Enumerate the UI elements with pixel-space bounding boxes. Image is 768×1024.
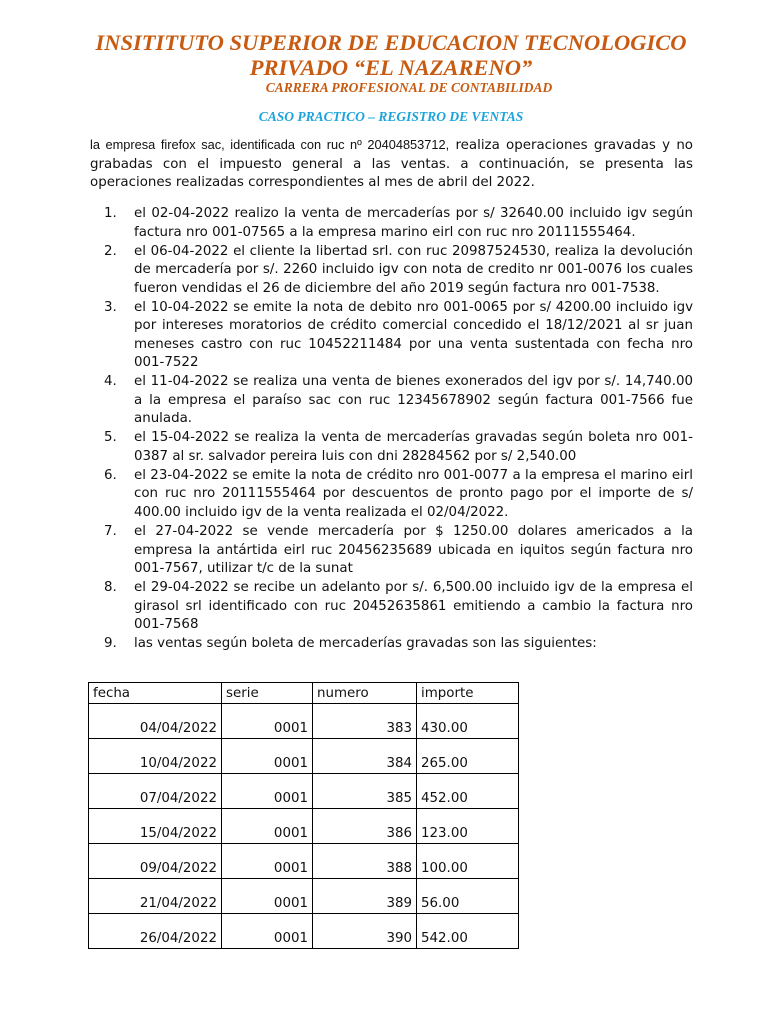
cell-serie: 0001 <box>222 844 313 879</box>
cell-importe: 265.00 <box>417 739 519 774</box>
institute-title-line2: PRIVADO “EL NAZARENO” <box>249 55 533 80</box>
cell-importe: 542.00 <box>417 914 519 949</box>
cell-numero: 390 <box>313 914 417 949</box>
cell-fecha: 07/04/2022 <box>89 774 222 809</box>
item-text: el 23-04-2022 se emite la nota de crédito nro 001-0077 a la empresa el marino eirl con ruc nro 20111555464 por descuentos de pronto pago por el importe de s/ 400.00 incluido igv de la venta realizada el 02/04/2022. <box>134 467 693 520</box>
item-number: 7. <box>104 524 117 540</box>
item-number: 3. <box>104 299 117 315</box>
institute-title-line1: INSITITUTO SUPERIOR DE EDUCACION TECNOLOGICO <box>95 30 687 55</box>
item-number: 8. <box>104 580 117 596</box>
career-title: CARRERA PROFESIONAL DE CONTABILIDAD <box>265 80 553 95</box>
table-row <box>89 704 519 739</box>
item-number: 6. <box>104 467 117 483</box>
cell-serie: 0001 <box>222 704 313 739</box>
case-title: CASO PRACTICO – REGISTRO DE VENTAS <box>258 109 524 124</box>
intro-rest: realiza operaciones gravadas y no grabadas con el impuesto general a las ventas. a continuación, se presenta las operaciones realizadas correspondientes al mes de abril del 2022. <box>90 138 694 190</box>
intro-lead: la empresa firefox sac, identificada con ruc nº 20404853712, <box>90 137 450 152</box>
list-item <box>90 523 693 579</box>
cell-fecha: 21/04/2022 <box>89 879 222 914</box>
column-header-importe: importe <box>417 683 519 704</box>
table-header-row <box>89 683 519 704</box>
cell-numero: 386 <box>313 809 417 844</box>
list-item <box>90 205 693 242</box>
cell-numero: 384 <box>313 739 417 774</box>
cell-serie: 0001 <box>222 739 313 774</box>
table-row <box>89 914 519 949</box>
cell-serie: 0001 <box>222 879 313 914</box>
cell-importe: 100.00 <box>417 844 519 879</box>
column-header-numero: numero <box>313 683 417 704</box>
item-number: 5. <box>104 430 117 446</box>
list-item <box>90 579 693 635</box>
table-row <box>89 774 519 809</box>
cell-fecha: 04/04/2022 <box>89 704 222 739</box>
cell-numero: 383 <box>313 704 417 739</box>
cell-numero: 388 <box>313 844 417 879</box>
item-text: el 11-04-2022 se realiza una venta de bienes exonerados del igv por s/. 14,740.00 a la empresa el paraíso sac con ruc 12345678902 según factura 001-7566 fue anulada. <box>134 374 693 427</box>
item-text: el 27-04-2022 se vende mercadería por $ 1250.00 dolares americados a la empresa la antártida eirl ruc 20456235689 ubicada en iquitos según factura nro 001-7567, utilizar t/c de la sunat <box>134 524 693 577</box>
cell-serie: 0001 <box>222 774 313 809</box>
sales-table <box>88 682 519 949</box>
cell-fecha: 10/04/2022 <box>89 739 222 774</box>
list-item <box>90 243 693 299</box>
item-text: el 02-04-2022 realizo la venta de mercaderías por s/ 32640.00 incluido igv según factura nro 001-07565 a la empresa marino eirl con ruc nro 20111555464. <box>134 206 693 240</box>
item-text: el 06-04-2022 el cliente la libertad srl. con ruc 20987524530, realiza la devolución de mercadería por s/. 2260 incluido igv con nota de credito nr 001-0076 los cuales fueron vendidas el 26 de diciembre del año 2019 según factura nro 001-7538. <box>134 243 693 296</box>
cell-fecha: 15/04/2022 <box>89 809 222 844</box>
table-row <box>89 844 519 879</box>
item-number: 2. <box>104 243 117 259</box>
cell-numero: 385 <box>313 774 417 809</box>
cell-importe: 452.00 <box>417 774 519 809</box>
column-header-serie: serie <box>222 683 313 704</box>
list-item <box>90 467 693 523</box>
item-number: 1. <box>104 206 117 221</box>
list-item <box>90 429 693 466</box>
item-number: 9. <box>104 636 117 652</box>
cell-importe: 430.00 <box>417 704 519 739</box>
cell-serie: 0001 <box>222 914 313 949</box>
list-item <box>90 373 693 429</box>
cell-numero: 389 <box>313 879 417 914</box>
item-text: las ventas según boleta de mercaderías gravadas son las siguientes: <box>134 636 597 652</box>
item-text: el 10-04-2022 se emite la nota de debito nro 001-0065 por s/ 4200.00 incluido igv por intereses moratorios de crédito comercial concedido el 18/12/2021 al sr juan meneses castro con ruc 10452211484 por una venta sustentada con fecha nro 001-7522 <box>134 299 693 371</box>
intro-paragraph <box>90 136 693 193</box>
item-text: el 29-04-2022 se recibe un adelanto por s/. 6,500.00 incluido igv de la empresa el girasol srl identificado con ruc 20452635861 emitiendo a cambio la factura nro 001-7568 <box>134 580 693 633</box>
table-row <box>89 809 519 844</box>
list-item <box>90 299 693 373</box>
cell-fecha: 26/04/2022 <box>89 914 222 949</box>
operations-list <box>90 205 693 654</box>
cell-importe: 123.00 <box>417 809 519 844</box>
cell-serie: 0001 <box>222 809 313 844</box>
item-text: el 15-04-2022 se realiza la venta de mercaderías gravadas según boleta nro 001-0387 al sr. salvador pereira luis con dni 28284562 por s/ 2,540.00 <box>134 430 693 464</box>
cell-importe: 56.00 <box>417 879 519 914</box>
item-number: 4. <box>104 374 117 390</box>
cell-fecha: 09/04/2022 <box>89 844 222 879</box>
column-header-fecha: fecha <box>89 683 222 704</box>
list-item <box>90 635 693 654</box>
table-row <box>89 739 519 774</box>
table-row <box>89 879 519 914</box>
